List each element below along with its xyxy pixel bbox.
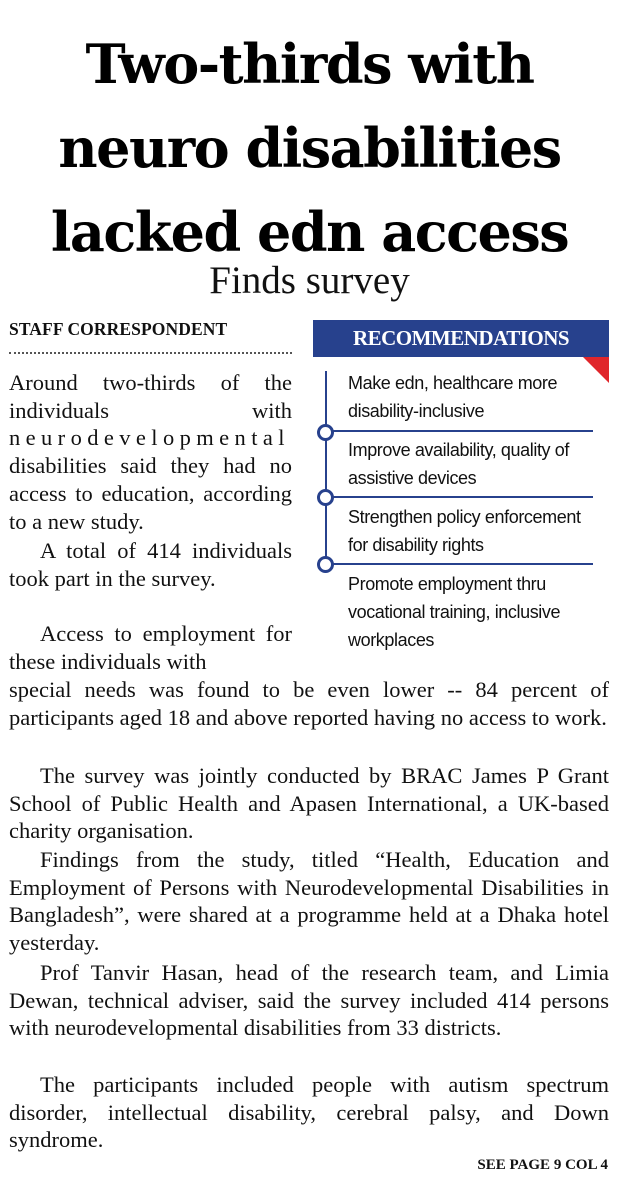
paragraph-text: neurodevelopmental: [9, 425, 290, 451]
bullet-circle-icon: [317, 556, 334, 573]
recommendation-item: Make edn, healthcare more disability-inclusive: [348, 373, 558, 421]
article-paragraph-3-continued: special needs was found to be even lower -- 84 percent of participants aged 18 and above reported having no access to work.: [9, 677, 609, 730]
headline: [0, 22, 619, 274]
bullet-circle-icon: [317, 489, 334, 506]
recommendation-divider: [333, 563, 593, 565]
recommendation-divider: [333, 430, 593, 432]
subheadline: Finds survey: [209, 259, 410, 302]
recommendations-vertical-line: [325, 371, 327, 565]
recommendation-divider: [333, 496, 593, 498]
article-paragraph-6: Prof Tanvir Hasan, head of the research team, and Limia Dewan, technical adviser, said the survey included 414 persons with neurodevelopmental disabilities from 33 districts.: [9, 960, 609, 1041]
headline-line-2: neuro disabilities: [58, 116, 561, 180]
continued-page-reference: SEE PAGE 9 COL 4: [477, 1157, 608, 1173]
article-paragraph-1: [9, 369, 292, 535]
recommendation-item: Strengthen policy enforcement for disability rights: [348, 507, 581, 555]
byline-divider: [9, 352, 292, 354]
article-paragraph-3-start: Access to employment for these individuals with: [9, 621, 292, 674]
recommendation-item: Improve availability, quality of assistive devices: [348, 440, 569, 488]
paragraph-text: Around two-thirds of the individuals with: [9, 370, 292, 423]
article-paragraph-7: The participants included people with autism spectrum disorder, intellectual disability, cerebral palsy, and Down syndrome.: [9, 1072, 609, 1153]
paragraph-text: disabilities said they had no access to education, according to a new study.: [9, 453, 292, 534]
article-paragraph-2: A total of 414 individuals took part in the survey.: [9, 538, 292, 591]
recommendations-title: RECOMMENDATIONS: [313, 320, 609, 357]
article-paragraph-4: The survey was jointly conducted by BRAC James P Grant School of Public Health and Apasen International, a UK-based charity organisation.: [9, 763, 609, 844]
article-paragraph-5: Findings from the study, titled “Health, Education and Employment of Persons with Neurodevelopmental Disabilities in Bangladesh”, were shared at a programme held at a Dhaka hotel yesterday.: [9, 847, 609, 956]
byline: STAFF CORRESPONDENT: [9, 319, 228, 339]
headline-line-3: lacked edn access: [50, 200, 569, 264]
headline-line-1: Two-thirds with: [85, 32, 534, 96]
bullet-circle-icon: [317, 424, 334, 441]
recommendation-item: Promote employment thru vocational training, inclusive workplaces: [348, 574, 561, 650]
